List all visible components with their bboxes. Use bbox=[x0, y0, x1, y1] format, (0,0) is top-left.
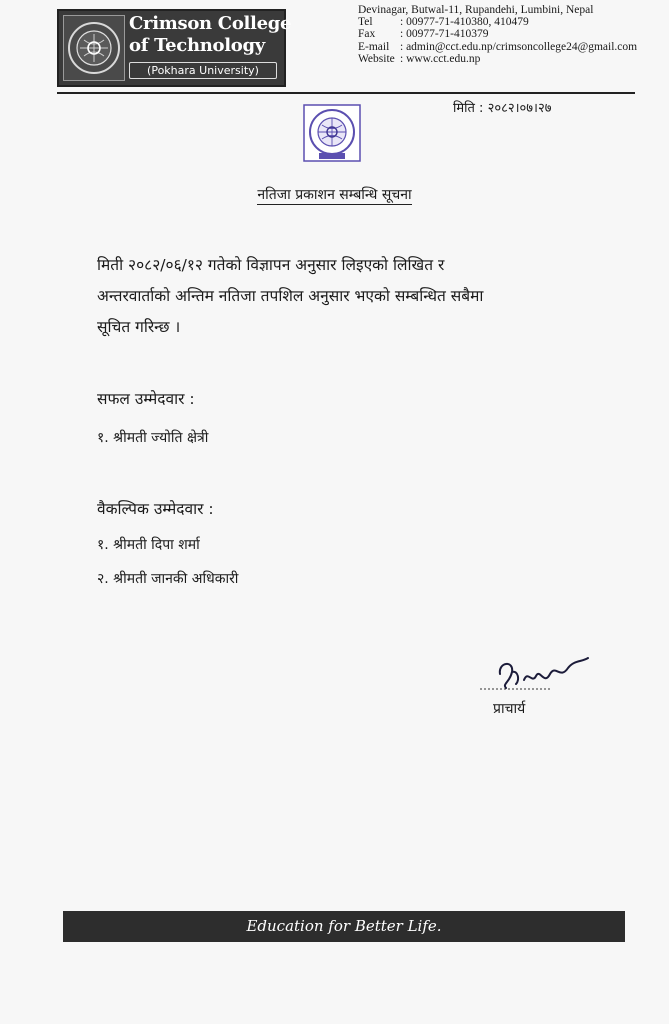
principal-signature bbox=[478, 654, 594, 694]
college-logo-block bbox=[57, 9, 292, 87]
university-name: (Pokhara University) bbox=[129, 62, 277, 79]
candidate-item: २. श्रीमती जानकी अधिकारी bbox=[97, 571, 239, 587]
contact-block bbox=[358, 4, 637, 65]
candidate-item: १. श्रीमती ज्योति क्षेत्री bbox=[97, 430, 209, 446]
tel-row: Tel : 00977-71-410380, 410479 bbox=[358, 16, 529, 29]
website-row: Website : www.cct.edu.np bbox=[358, 52, 481, 65]
successful-heading: सफल उम्मेदवार : bbox=[97, 390, 195, 408]
alternate-heading: वैकल्पिक उम्मेदवार : bbox=[97, 500, 214, 518]
fax-row: Fax : 00977-71-410379 bbox=[358, 28, 489, 41]
body-line: अन्तरवार्ताको अन्तिम नतिजा तपशिल अनुसार भएको सम्बन्धित सबैमा bbox=[97, 287, 484, 305]
signatory-title: प्राचार्य bbox=[493, 701, 526, 717]
email-row: E-mail : admin@cct.edu.np/crimsoncollege24@gmail.com bbox=[358, 40, 638, 53]
body-line: मिती २०८२/०६/१२ गतेको विज्ञापन अनुसार लिइएको लिखित र bbox=[97, 256, 445, 274]
footer-slogan: Education for Better Life. bbox=[63, 911, 625, 942]
notice-body bbox=[97, 250, 583, 343]
candidate-item: १. श्रीमती दिपा शर्मा bbox=[97, 537, 200, 553]
college-crest-icon bbox=[63, 15, 125, 81]
college-name: Crimson College of Technology bbox=[129, 13, 292, 56]
header-divider bbox=[57, 92, 635, 94]
letter-date: मिति : २०८२।०७।२७ bbox=[453, 101, 552, 116]
address: Devinagar, Butwal-11, Rupandehi, Lumbini, Nepal bbox=[358, 4, 594, 16]
body-line: सूचित गरिन्छ । bbox=[97, 318, 181, 336]
college-seal-icon bbox=[303, 104, 361, 162]
notice-title: नतिजा प्रकाशन सम्बन्धि सूचना bbox=[257, 187, 412, 203]
